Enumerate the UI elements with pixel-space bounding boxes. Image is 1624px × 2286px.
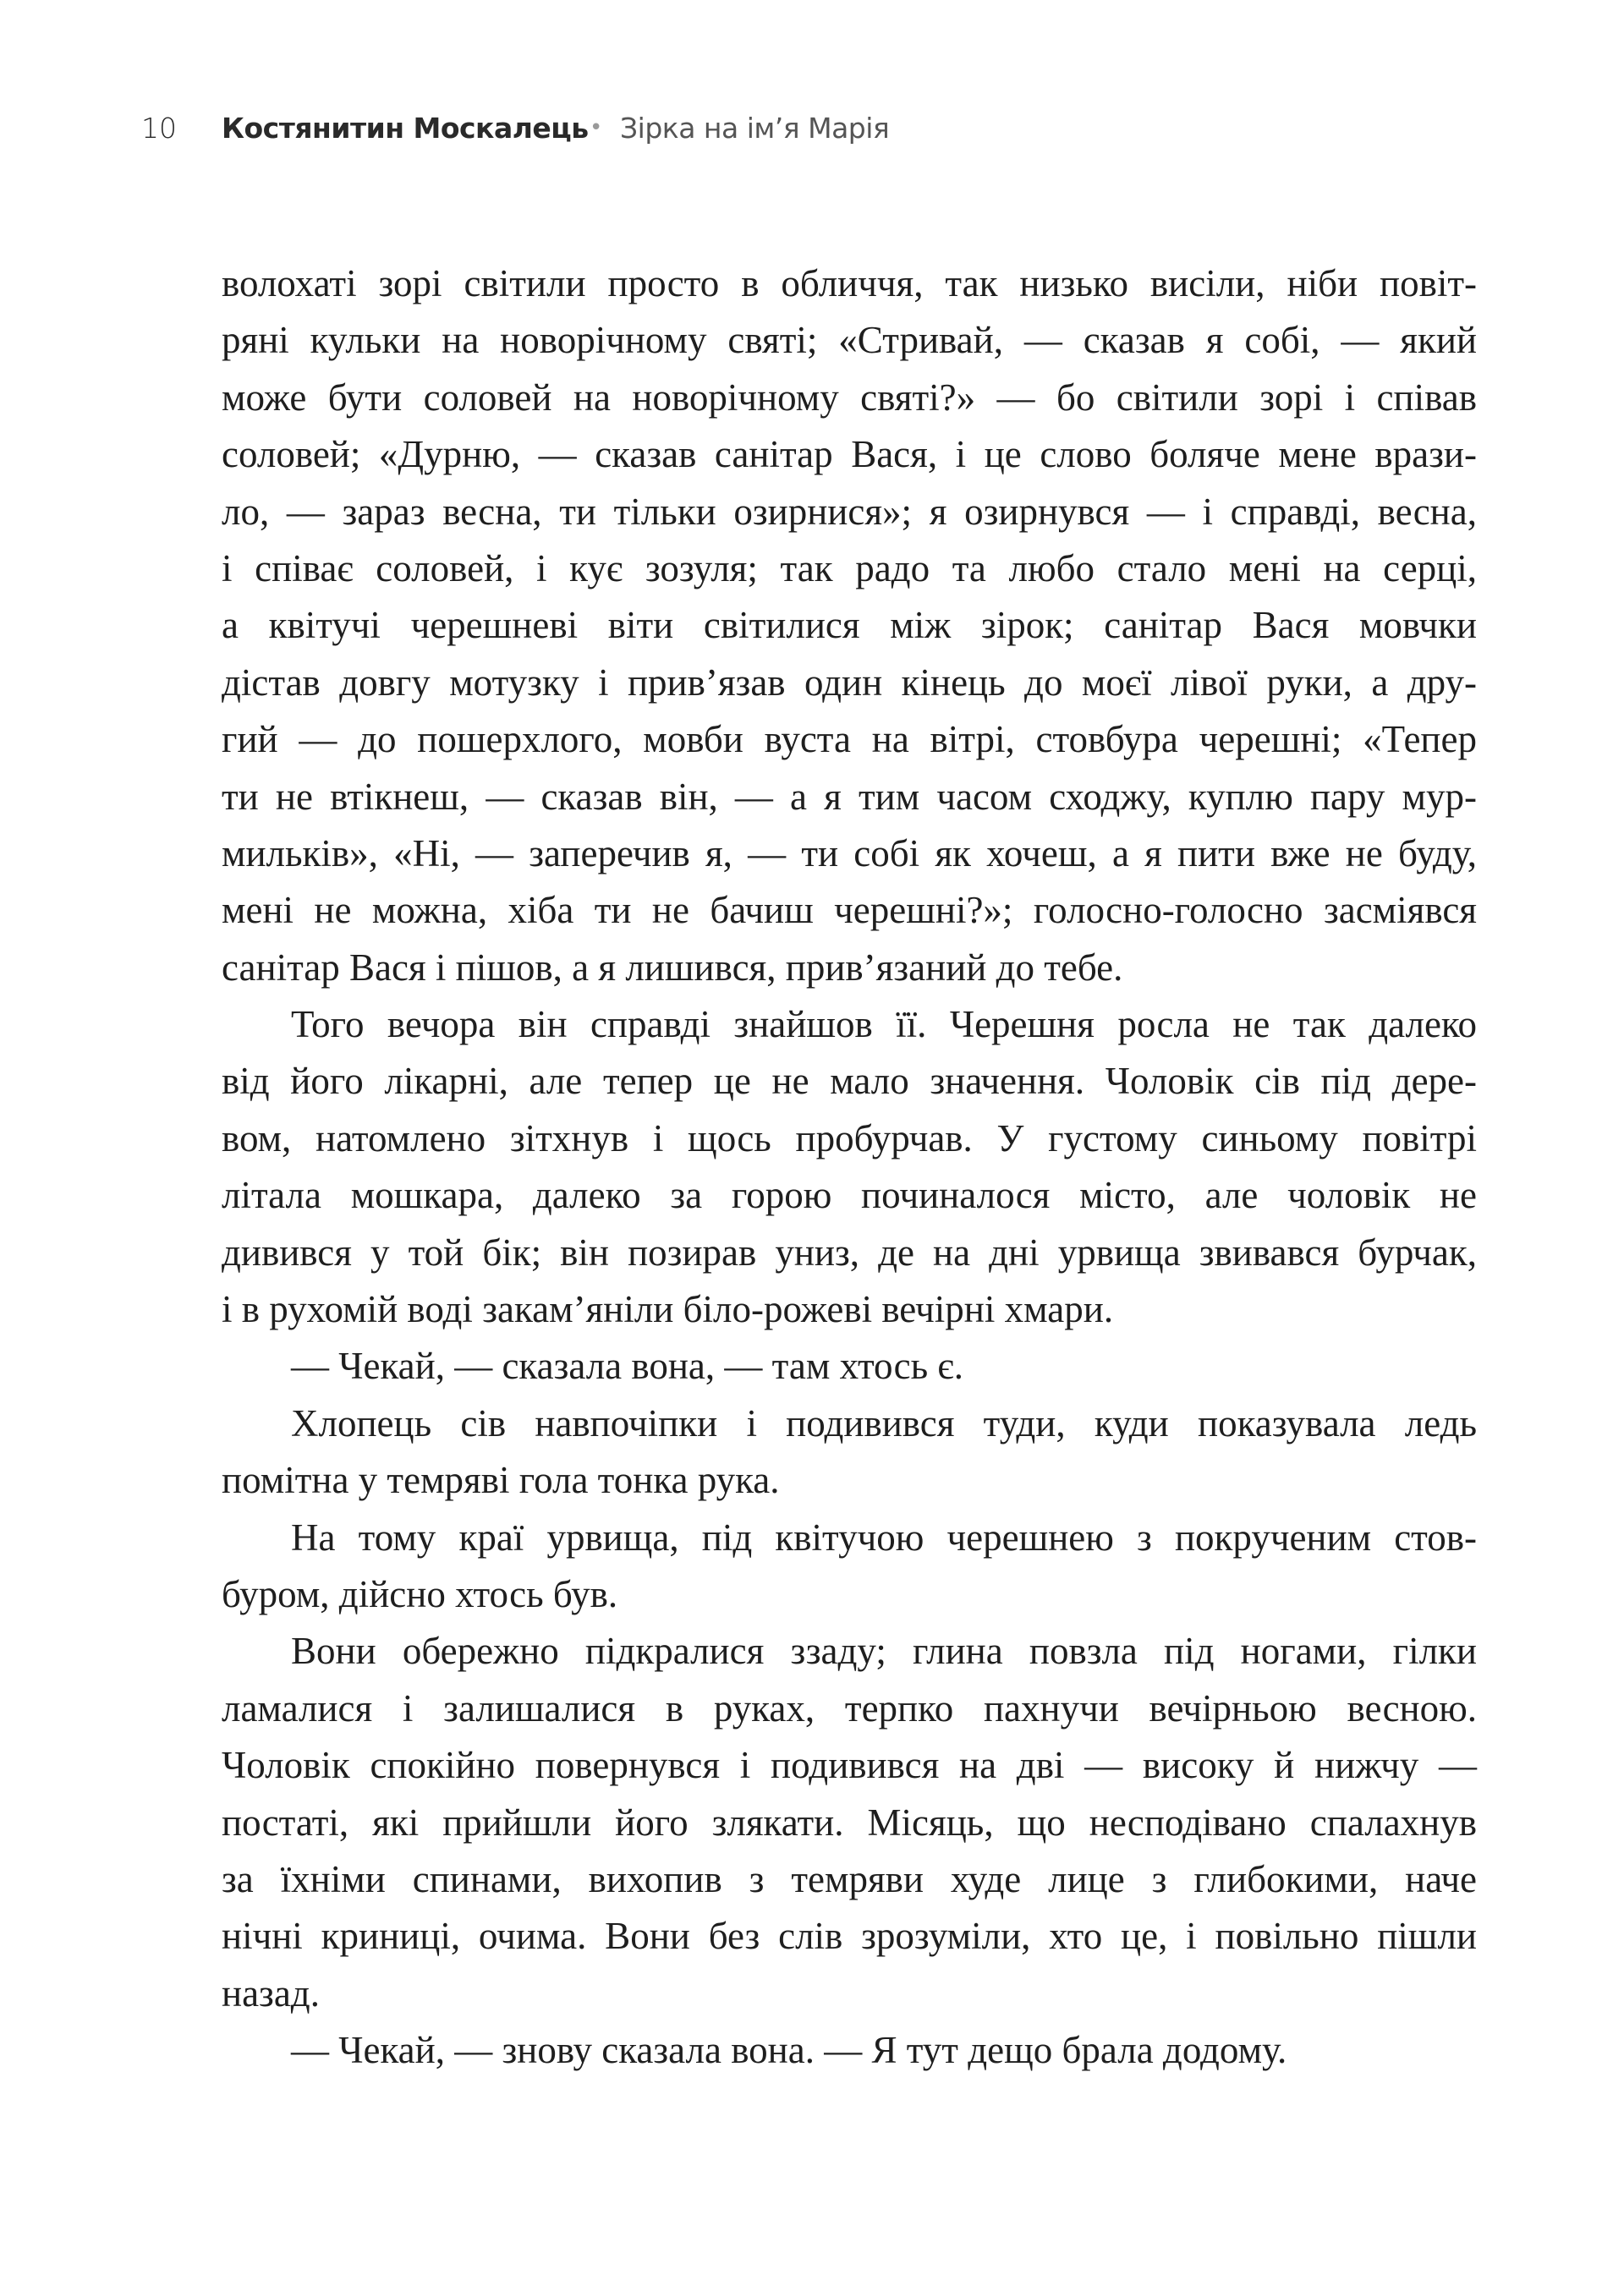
text-line: дістав довгу мотузку і прив’язав один кінець до моєї лівої руки, а дру- (222, 661, 1477, 704)
text-line: нічні криниці, очима. Вони без слів зрозуміли, хто це, і повільно пішли (222, 1915, 1477, 1958)
text-line: і співає соловей, і кує зозуля; так радо та любо стало мені на серці, (222, 546, 1477, 589)
text-line: мильків», «Ні, — заперечив я, — ти собі як хочеш, а я пити вже не буду, (222, 831, 1477, 874)
text-line: Того вечора він справді знайшов її. Черешня росла не так далеко (291, 1003, 1477, 1046)
header-separator: • (590, 115, 603, 140)
text-line: ламалися і залишалися в руках, терпко пахнучи вечірньою весною. (222, 1686, 1477, 1730)
text-line: літала мошкара, далеко за горою починалося місто, але чоловік не (222, 1174, 1477, 1217)
text-line: вом, натомлено зітхнув і щось пробурчав. У густому синьому повітрі (222, 1116, 1477, 1159)
text-line: мені не можна, хіба ти не бачиш черешні?»; голосно-голосно засміявся (222, 889, 1477, 932)
text-line: а квітучі черешневі віти світилися між зірок; санітар Вася мовчки (222, 604, 1477, 647)
text-line: волохаті зорі світили просто в обличчя, так низько висіли, ніби повіт- (222, 262, 1477, 304)
page-number: 10 (141, 112, 177, 145)
text-line: може бути соловей на новорічному святі?» — бо світили зорі і співав (222, 376, 1477, 419)
author-name: Костянитин Москалець (222, 112, 589, 145)
text-line: від його лікарні, але тепер це не мало значення. Чоловік сів під дере- (222, 1060, 1477, 1103)
text-line: за їхніми спинами, вихопив з темряви худе лице з глибокими, наче (222, 1857, 1477, 1900)
text-line: Вони обережно підкралися ззаду; глина повзла під ногами, гілки (291, 1630, 1477, 1673)
text-line: помітна у темряві гола тонка рука. (222, 1459, 780, 1502)
book-title: Зірка на ім’я Марія (620, 112, 890, 145)
text-line: постаті, які прийшли його злякати. Місяць, що несподівано спалахнув (222, 1801, 1477, 1844)
text-line: дивився у той бік; він позирав униз, де на дні урвища звивався бурчак, (222, 1231, 1477, 1274)
text-line: назад. (222, 1971, 320, 2015)
text-line: Чоловік спокійно повернувся і подивився на дві — високу й нижчу — (222, 1744, 1477, 1787)
page-body-text (222, 255, 1477, 2080)
running-header (0, 112, 1624, 154)
text-line: і в рухомій воді закам’яніли біло-рожеві вечірні хмари. (222, 1288, 1114, 1331)
text-line: соловей; «Дурню, — сказав санітар Вася, і це слово боляче мене врази- (222, 433, 1477, 476)
text-line: ряні кульки на новорічному святі; «Стривай, — сказав я собі, — який (222, 319, 1477, 362)
text-line: ло, — зараз весна, ти тільки озирнися»; я озирнувся — і справді, весна, (222, 490, 1477, 533)
text-line: буром, дійсно хтось був. (222, 1572, 618, 1615)
text-line: санітар Вася і пішов, а я лишився, прив’язаний до тебе. (222, 946, 1123, 989)
text-line: Хлопець сів навпочіпки і подивився туди, куди показувала ледь (291, 1401, 1477, 1445)
text-line: — Чекай, — знову сказала вона. — Я тут дещо брала додому. (291, 2029, 1287, 2072)
text-line: ти не втікнеш, — сказав він, — а я тим часом сходжу, куплю пару мур- (222, 775, 1477, 818)
text-line: гий — до пошерхлого, мовби вуста на вітрі, стовбура черешні; «Тепер (222, 718, 1477, 761)
text-line: — Чекай, — сказала вона, — там хтось є. (291, 1345, 963, 1388)
text-line: На тому краї урвища, під квітучою черешнею з покрученим стов- (291, 1516, 1477, 1559)
